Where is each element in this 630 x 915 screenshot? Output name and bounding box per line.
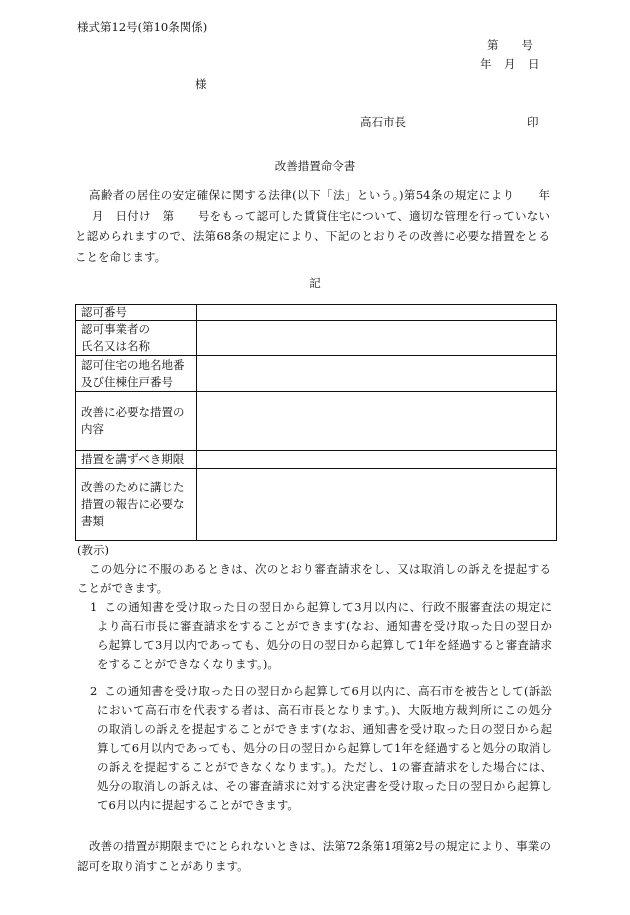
table-value-cell	[197, 356, 557, 392]
notice-item-line: 処分の取消しの訴えは、その審査請求に対する決定書を受け取った日の翌日から起算し	[97, 778, 552, 793]
notice-intro-line: この処分に不服のあるときは、次のとおり審査請求をし、又は取消しの訴えを提起する	[89, 561, 551, 576]
issuer-name: 高石市長	[360, 115, 406, 129]
table-row	[76, 469, 557, 541]
closing-line: 改善の措置が期限までにとられないときは、法第72条第1項第2号の規定により、事業の	[89, 839, 551, 853]
table-value-cell	[197, 305, 557, 321]
table-row	[76, 305, 557, 321]
seal-mark: 印	[527, 115, 539, 129]
document-number: 第 号	[487, 38, 533, 52]
notice-intro-line: ことができます。	[77, 580, 169, 595]
notice-item-line: 算して6月以内であっても、処分の日の翌日から起算して1年を経過すると処分の取消し	[97, 740, 552, 755]
table-label: 氏名又は名称	[81, 339, 150, 353]
body-paragraph	[75, 185, 550, 267]
table-row	[76, 321, 557, 356]
record-heading: 記	[309, 276, 321, 290]
document-date: 年 月 日	[480, 57, 540, 71]
table-value-cell	[197, 321, 557, 356]
notice-item-line: をすることができなくなります。)。	[97, 657, 279, 672]
notice-heading: (教示)	[77, 543, 109, 557]
notice-item-line: より高石市長に審査請求をすることができます(なお、通知書を受け取った日の翌日か	[97, 618, 552, 633]
notice-item-line: において高石市を代表する者は、高石市長となります。)、大阪地方裁判所にこの処分	[97, 702, 552, 717]
notice-item-text: この通知書を受け取った日の翌日から起算して3月以内に、行政不服審査法の規定に	[104, 599, 552, 614]
table-row	[76, 356, 557, 392]
notice-intro	[75, 560, 551, 598]
notice-item-line: て6月以内に提起することができます。	[97, 797, 299, 812]
table-label: 及び住棟住戸番号	[81, 374, 173, 389]
document-title: 改善措置命令書	[274, 159, 356, 173]
table-label: 改善のために講じた	[81, 480, 185, 494]
table-label-cell	[76, 305, 197, 321]
body-line: 高齢者の居住の安定確保に関する法律(以下「法」という。)第54条の規定により 年	[89, 188, 550, 202]
table-value-cell	[197, 451, 557, 469]
notice-item-line	[75, 682, 552, 701]
notice-item-line: の訴えを提起することができなくなります。)。ただし、1の審査請求をした場合には、	[97, 759, 552, 774]
body-line: と認められますので、法第68条の規定により、下記のとおりその改善に必要な措置をとる	[75, 229, 550, 243]
table-label: 認可住宅の地名地番	[81, 357, 185, 372]
body-line: 月 日付け 第 号をもって認可した賃貸住宅について、適切な管理を行っていない	[92, 208, 550, 223]
table-row	[76, 392, 557, 451]
table-label-cell	[76, 321, 197, 356]
addressee-suffix: 様	[195, 77, 207, 91]
table-label: 措置の報告に必要な	[81, 497, 185, 511]
table-label-cell	[76, 451, 197, 469]
notice-item-text: この通知書を受け取った日の翌日から起算して6月以内に、高石市を被告として(訴訟	[104, 683, 552, 698]
table-label: 認可事業者の	[81, 322, 150, 336]
closing-paragraph	[75, 836, 551, 876]
table-value-cell	[197, 469, 557, 541]
info-table	[75, 304, 557, 541]
notice-item-line	[75, 598, 552, 617]
table-label-cell	[76, 356, 197, 392]
table-value-cell	[197, 392, 557, 451]
table-label: 措置を講ずべき期限	[81, 452, 185, 466]
notice-item-line: ら起算して3月以内であっても、処分の日の翌日から起算して1年を経過すると審査請求	[97, 638, 552, 653]
table-row	[76, 451, 557, 469]
notice-item-number: 1	[90, 599, 98, 614]
body-line: ことを命じます。	[75, 249, 167, 264]
table-label: 書類	[81, 514, 104, 528]
table-label: 改善に必要な措置の	[81, 405, 185, 419]
table-label: 認可番号	[81, 305, 127, 319]
table-label-cell	[76, 469, 197, 541]
form-number: 様式第12号(第10条関係)	[77, 20, 208, 34]
notice-item-line: の取消しの訴えを提起することができます(なお、通知書を受け取った日の翌日から起	[97, 721, 552, 736]
table-label-cell	[76, 392, 197, 451]
notice-item	[75, 682, 552, 815]
table-label: 内容	[81, 422, 104, 436]
notice-item	[75, 598, 552, 675]
notice-item-number: 2	[90, 683, 98, 698]
closing-line: 認可を取り消すことがあります。	[77, 859, 249, 873]
